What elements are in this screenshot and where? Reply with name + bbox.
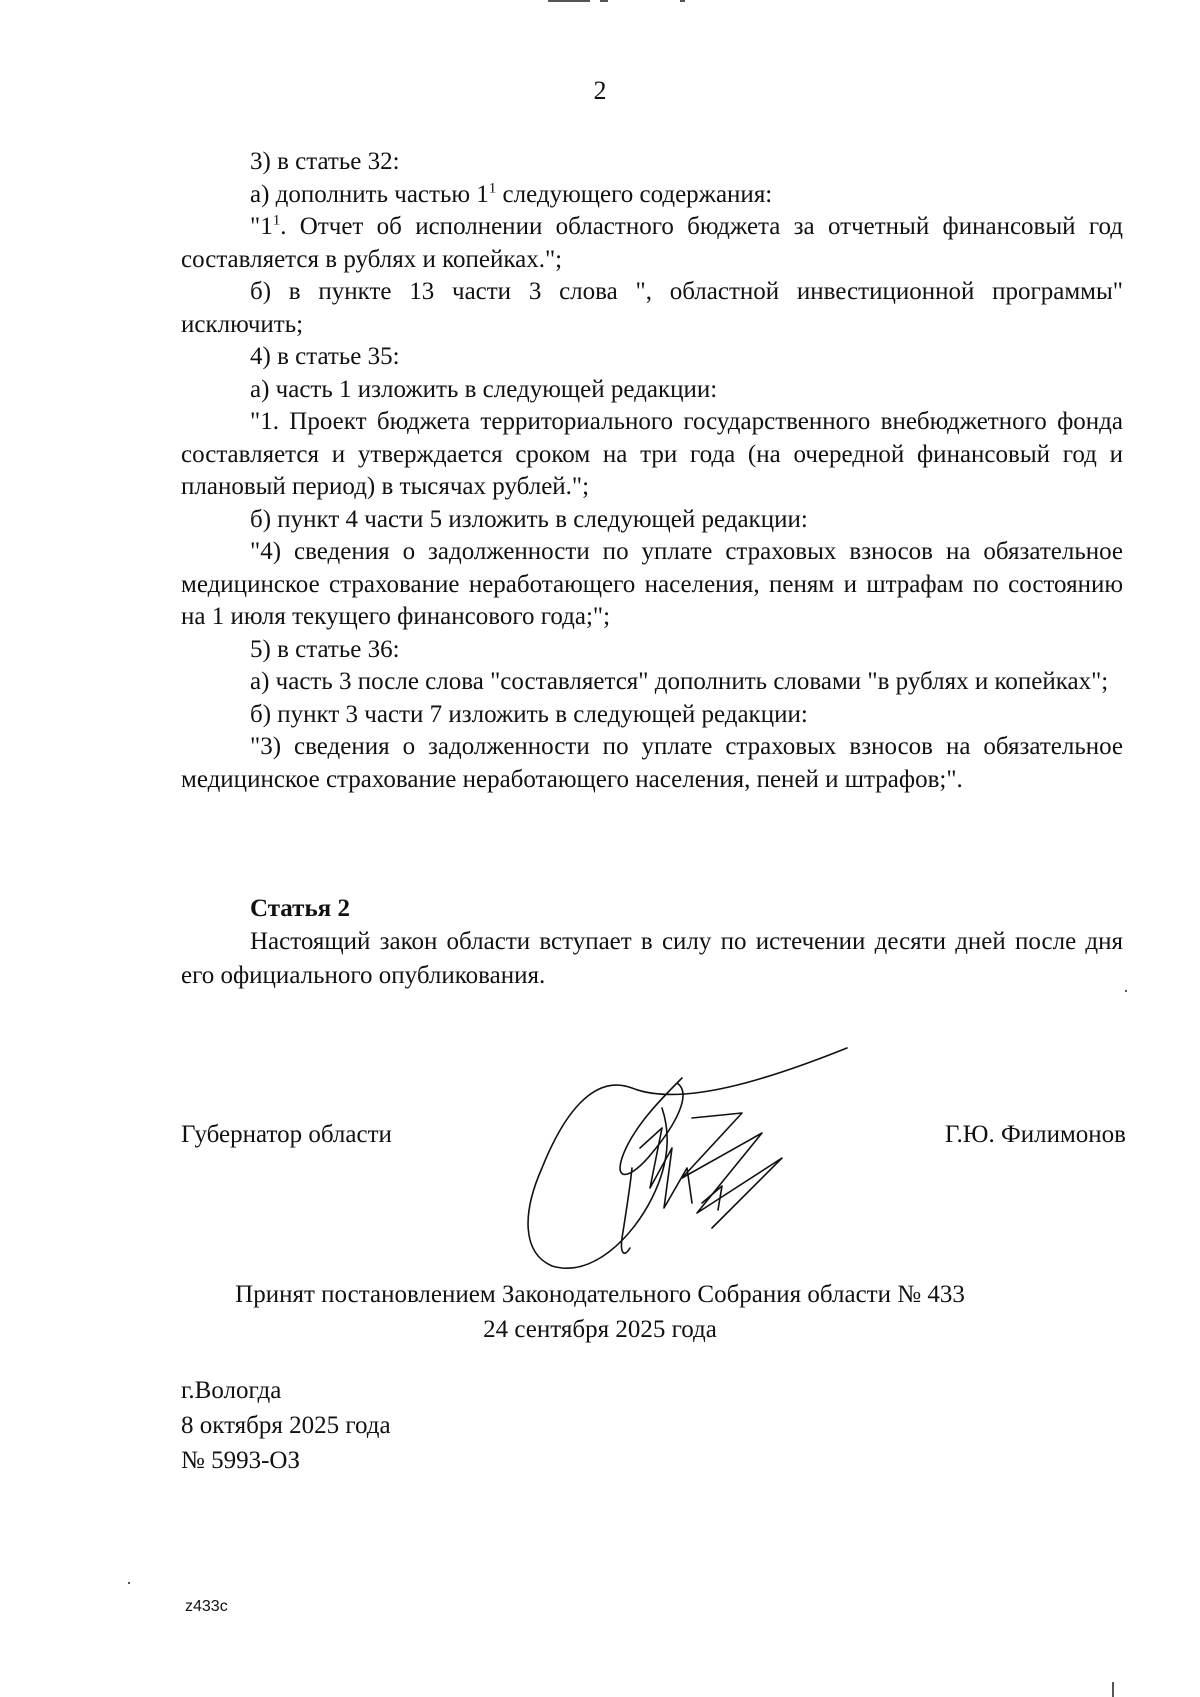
paragraph: 4) в статье 35: — [250, 343, 400, 370]
law-requisites — [181, 1373, 391, 1478]
scan-artifact — [548, 0, 590, 2]
paragraph: "1. Проект бюджета территориального государственного внебюджетного фонда составляется и утверждается сроком на три года (на очередной финансовый год и плановый период) в тысячах рублей."; — [181, 408, 1123, 500]
paragraph-text: . Отчет об исполнении областного бюджета за отчетный финансовый год составляется в рублях и копейках."; — [181, 213, 1123, 273]
paragraph: "4) сведения о задолженности по уплате страховых взносов на обязательное медицинское страхование неработающего населения, пеням и штрафам по состоянию на 1 июля текущего финансового года;"; — [181, 538, 1123, 630]
adoption-note — [0, 1277, 1200, 1347]
signature-image — [522, 1038, 857, 1270]
amendments-body — [181, 146, 1123, 796]
city: г.Вологда — [181, 1377, 282, 1404]
paragraph-text: а) дополнить частью 1 — [250, 180, 489, 208]
superscript: 1 — [488, 180, 497, 197]
superscript: 1 — [272, 212, 281, 229]
paragraph — [181, 211, 1123, 276]
signature-stroke — [682, 1113, 782, 1228]
paragraph — [181, 179, 1123, 212]
paragraph-text: "1 — [250, 213, 273, 240]
page-number: 2 — [593, 76, 607, 105]
paragraph: б) пункт 3 части 7 изложить в следующей редакции: — [250, 700, 808, 728]
scan-artifact — [600, 0, 608, 2]
paragraph-text: 3) в статье 32: — [250, 148, 400, 175]
paragraph — [181, 146, 1123, 179]
scan-artifact — [128, 1582, 130, 1584]
paragraph: а) часть 1 изложить в следующей редакции: — [250, 375, 718, 403]
paragraph-text: следующего содержания: — [496, 180, 773, 208]
scan-artifact — [680, 0, 685, 2]
signing-date: 8 октября 2025 года — [181, 1412, 391, 1439]
signature-stroke — [528, 1048, 847, 1268]
signer-title: Губернатор области — [181, 1121, 392, 1148]
paragraph: 5) в статье 36: — [250, 635, 400, 663]
signer-name: Г.Ю. Филимонов — [944, 1121, 1126, 1148]
scan-artifact — [1125, 990, 1127, 992]
scan-artifact — [1112, 1682, 1114, 1697]
paragraph: "3) сведения о задолженности по уплате страховых взносов на обязательное медицинское страхование неработающего населения, пеней и штрафов;". — [181, 733, 1123, 793]
adoption-line: Принят постановлением Законодательного Собрания области № 433 — [235, 1281, 965, 1308]
document-code: z433c — [185, 1598, 228, 1615]
article-text: Настоящий закон области вступает в силу по истечении десяти дней после дня его официального опубликования. — [181, 928, 1123, 989]
paragraph: б) пункт 4 части 5 изложить в следующей редакции: — [250, 505, 808, 533]
paragraph: а) часть 3 после слова "составляется" дополнить словами "в рублях и копейках"; — [250, 668, 1109, 695]
paragraph: б) в пункте 13 части 3 слова ", областной инвестиционной программы" исключить; — [181, 278, 1123, 338]
adoption-date: 24 сентября 2025 года — [483, 1316, 717, 1343]
law-number: № 5993-ОЗ — [181, 1447, 301, 1474]
article-heading: Статья 2 — [250, 895, 350, 922]
signature-stroke — [640, 1128, 692, 1208]
